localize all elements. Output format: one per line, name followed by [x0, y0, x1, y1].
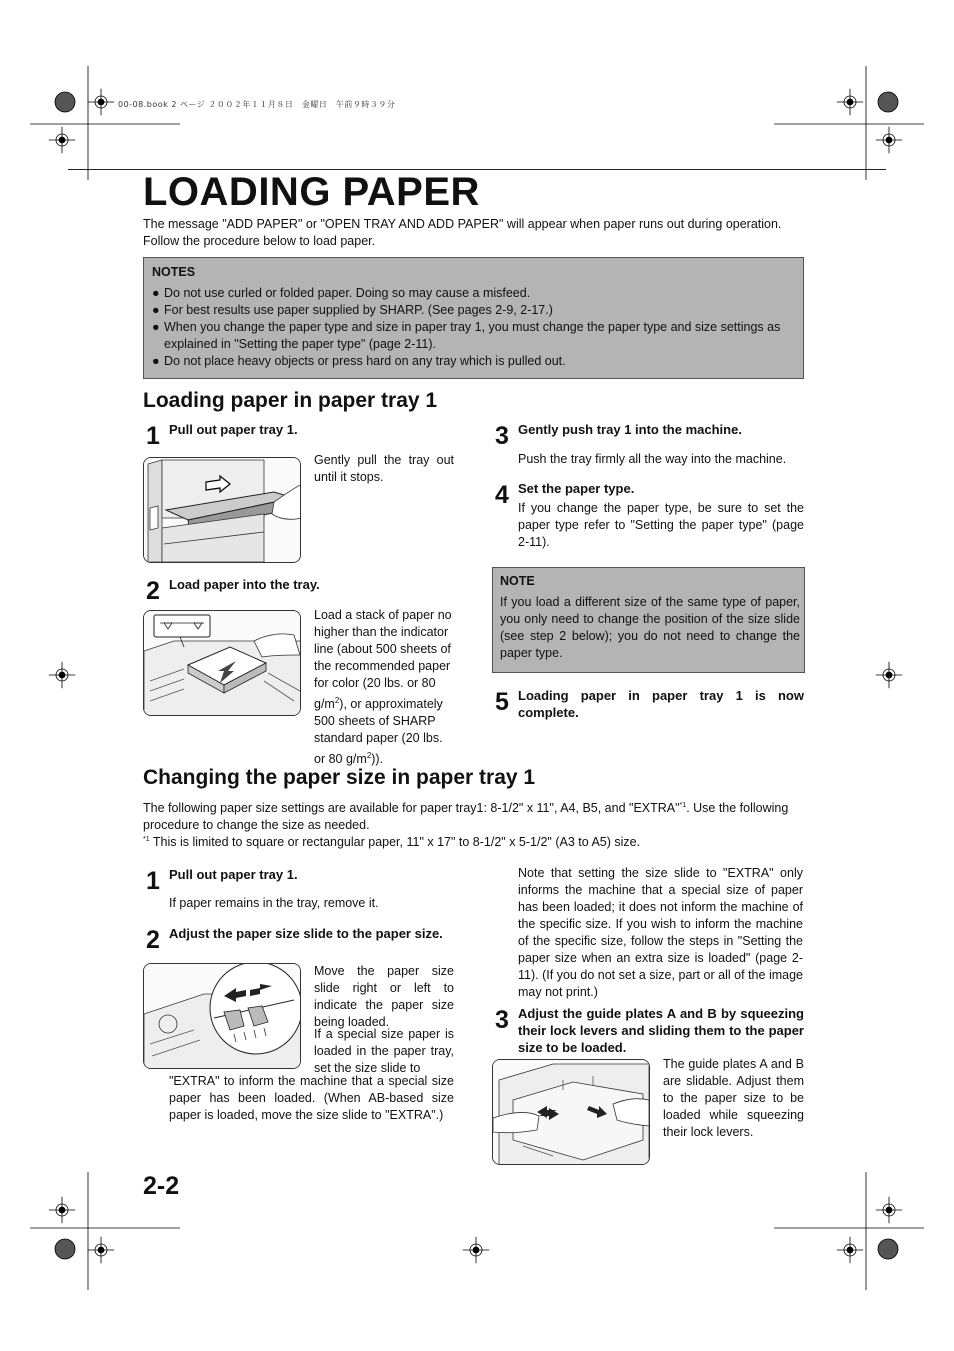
intro-line-1: The message "ADD PAPER" or "OPEN TRAY AND ADD PAPER" will appear when paper runs out during operation.	[143, 217, 782, 231]
note-item: ● Do not use curled or folded paper. Doing so may cause a misfeed.	[152, 286, 531, 300]
note-box	[492, 567, 805, 673]
s1-step4-text: If you change the paper type, be sure to set the paper type refer to "Setting the paper type" (page 2-11).	[518, 501, 804, 549]
s2-step3-number: 3	[495, 1006, 509, 1034]
s1-step4-heading: Set the paper type.	[518, 481, 635, 496]
s1-step2-heading: Load paper into the tray.	[169, 577, 320, 592]
bullet-icon: ●	[152, 354, 160, 368]
s1-step2-number: 2	[146, 577, 160, 605]
section2-footnote: $^{*1}$ This is limited to square or rectangular paper, 11" x 17" to 8-1/2" x 5-1/2" (A3 to A5) size.	[143, 835, 641, 850]
s1-step4-number: 4	[495, 481, 509, 509]
note-item: ● Do not place heavy objects or press hard on any tray which is pulled out.	[152, 354, 566, 368]
s1-step3-heading: Gently push tray 1 into the machine.	[518, 422, 742, 437]
note-text: If you load a different size of the same type of paper, you only need to change the position of the size slide (see step 2 below); you do not need to change the paper type.	[500, 595, 800, 660]
s1-step2-text: Load a stack of paper no higher than the indicator line (about 500 sheets of the recommended paper for color (20 lbs. or 80 $g/m^2$), or approximately 500 sheets of SHARP standard paper (20 lbs. or 80 $g/m^2$)).	[314, 608, 452, 767]
s2-step3-text: The guide plates A and B are slidable. Adjust them to the paper size to be loaded while squeezing their lock levers.	[663, 1057, 804, 1139]
s1-step1-number: 1	[146, 422, 160, 450]
notes-box	[143, 257, 804, 379]
s2-right-text: Note that setting the size slide to "EXTRA" only informs the machine that a special size of paper has been loaded; it does not inform the machine of the specific size. If you wish to inform the machine of the specific size, follow the steps in "Setting the paper size when an extra size is loaded" (page 2-11). (If you do not set a size, part or all of the image may not print.)	[518, 866, 803, 999]
note-item: ● For best results use paper supplied by SHARP. (See pages 2-9, 2-17.)	[152, 303, 553, 317]
bullet-icon: ●	[152, 286, 160, 300]
s1-step5-number: 5	[495, 688, 509, 716]
intro-line-2: Follow the procedure below to load paper.	[143, 234, 376, 248]
page-number: 2-2	[143, 1172, 180, 1200]
section2-intro: The following paper size settings are available for paper tray1: 8-1/2" x 11", A4, B5, and "EXTRA"$^{*1}$. Use the following procedure to change the size as needed.	[143, 801, 789, 833]
notes-heading: NOTES	[152, 265, 196, 279]
book-info: 00-08.book 2 ページ ２００２年１１月８日 金曜日 午前９時３９分	[118, 100, 396, 109]
s2-step1-heading: Pull out paper tray 1.	[169, 867, 298, 882]
s1-step1-text: Gently pull the tray out until it stops.	[314, 453, 454, 484]
s2-step2-text-a: Move the paper size slide right or left to indicate the paper size being loaded.	[314, 964, 454, 1029]
s1-step3-number: 3	[495, 422, 509, 450]
notes-list	[152, 285, 799, 370]
s2-step1-text: If paper remains in the tray, remove it.	[169, 896, 379, 910]
s2-step3-heading: Adjust the guide plates A and B by squeezing their lock levers and sliding them to the paper size to be loaded.	[518, 1006, 804, 1055]
s2-step1-number: 1	[146, 867, 160, 895]
bullet-icon: ●	[152, 320, 160, 334]
tray-pull-out-illustration	[143, 457, 301, 563]
page-title: LOADING PAPER	[143, 170, 480, 214]
guide-plates-illustration	[492, 1059, 650, 1165]
section2-heading: Changing the paper size in paper tray 1	[143, 766, 536, 789]
s2-step2-text-b: If a special size paper is loaded in the paper tray, set the size slide to	[314, 1027, 454, 1075]
note-heading: NOTE	[500, 574, 535, 588]
s2-step2-number: 2	[146, 926, 160, 954]
load-paper-illustration	[143, 610, 301, 716]
section1-heading: Loading paper in paper tray 1	[143, 389, 438, 412]
s1-step5-heading: Loading paper in paper tray 1 is now complete.	[518, 688, 804, 720]
size-slide-illustration	[143, 963, 301, 1069]
s1-step3-text: Push the tray firmly all the way into the machine.	[518, 452, 787, 466]
s2-step2-text-c: "EXTRA" to inform the machine that a special size paper has been loaded. (When AB-based size paper is loaded, move the size slide to "EXTRA".)	[169, 1074, 454, 1122]
s2-step2-heading: Adjust the paper size slide to the paper size.	[169, 926, 443, 941]
intro	[143, 216, 813, 250]
note-item: ● When you change the paper type and size in paper tray 1, you must change the paper type and size settings as explained in "Setting the paper type" (page 2-11).	[152, 320, 781, 351]
s1-step1-heading: Pull out paper tray 1.	[169, 422, 298, 437]
bullet-icon: ●	[152, 303, 160, 317]
